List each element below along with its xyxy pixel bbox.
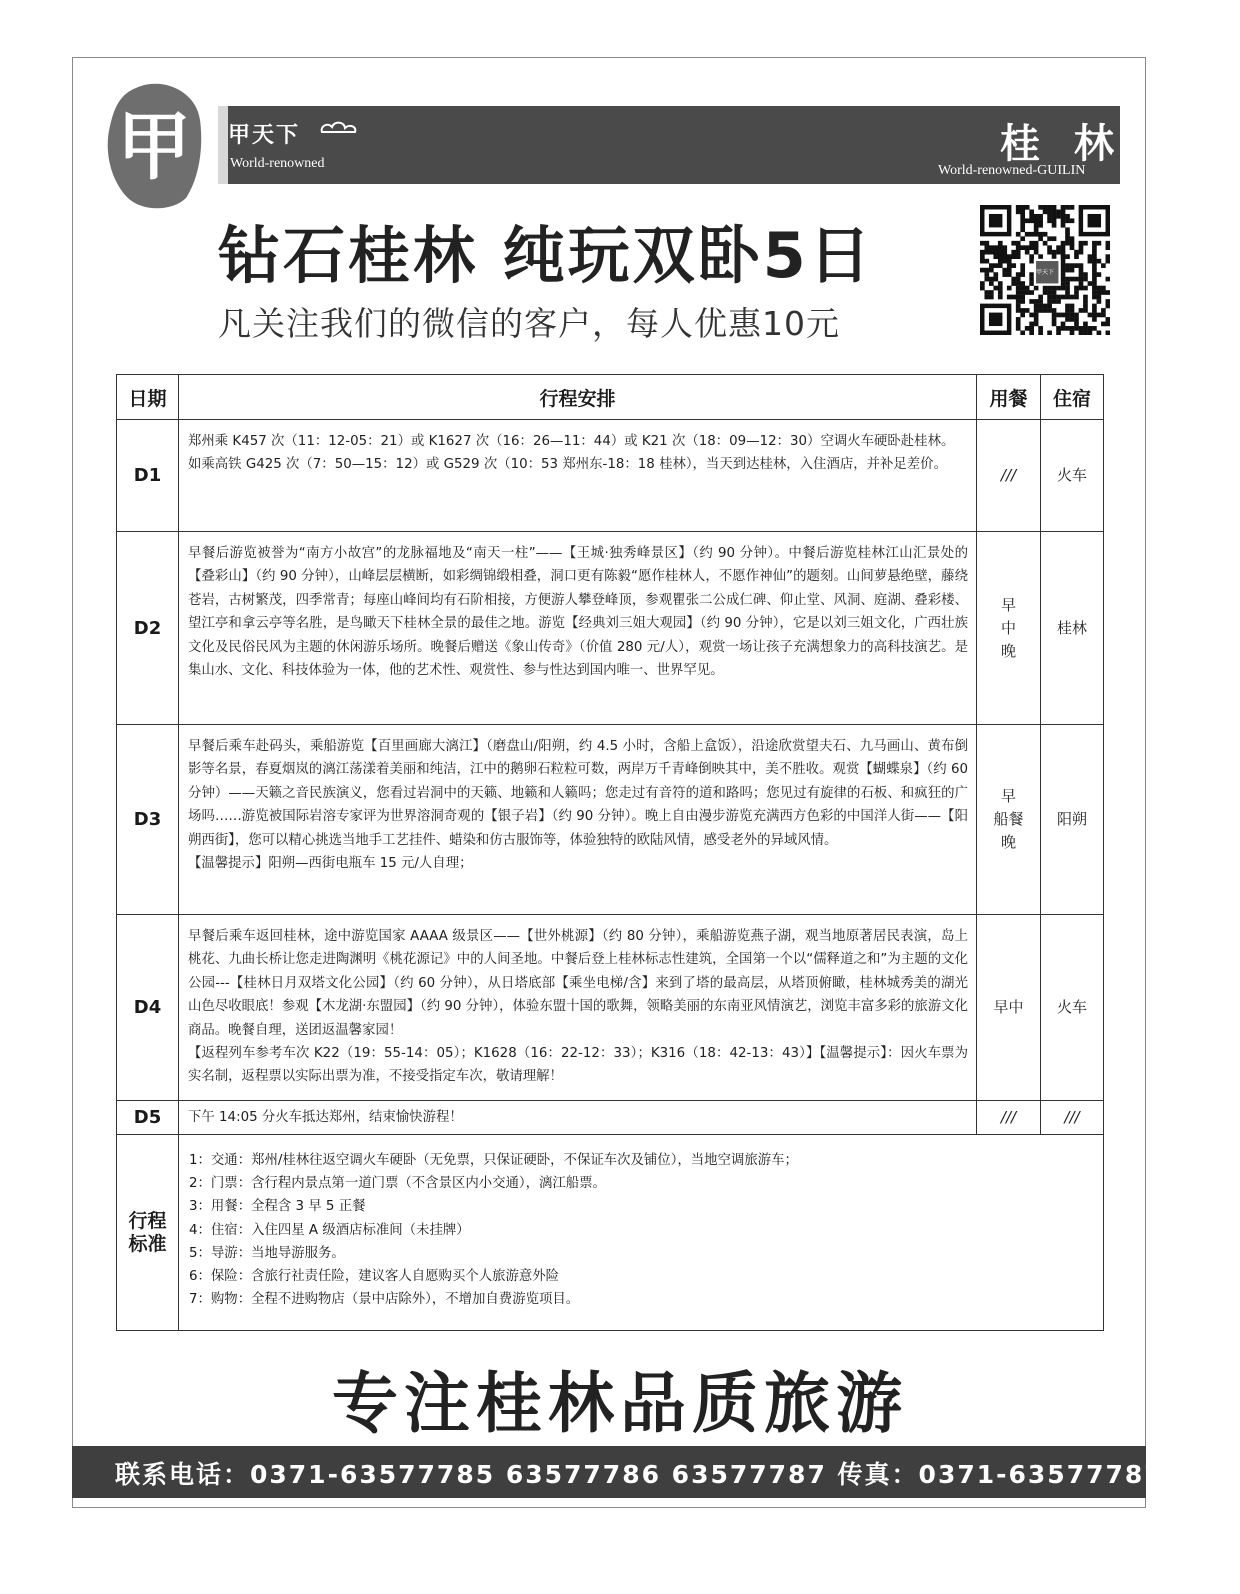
- list-item: 2：门票：含行程内景点第一道门票（不含景区内小交通），漓江船票。: [189, 1176, 606, 1192]
- brand-name: 甲天下: [228, 122, 301, 148]
- qr-center-label: 甲天下: [1035, 269, 1055, 276]
- page-title: 钻石桂林 纯玩双卧5日: [218, 219, 874, 292]
- stay-cell: 阳朔: [1041, 725, 1104, 915]
- standards-label: 行程 标准: [117, 1135, 179, 1331]
- stay-cell: 桂林: [1041, 532, 1104, 725]
- table-row: [117, 915, 1104, 1101]
- brand-tagline: World-renowned: [230, 156, 325, 171]
- description-line: 郑州乘 K457 次（11：12-05：21）或 K1627 次（16：26—11：44）或 K21 次（18：09—12：30）空调火车硬卧赴桂林。: [188, 434, 955, 449]
- meal-cell: 早 船餐 晚: [977, 725, 1041, 915]
- city-tagline: World-renowned-GUILIN: [938, 163, 1086, 178]
- meal-cell: 早 中 晚: [977, 532, 1041, 725]
- meal-cell: ///: [977, 1101, 1041, 1135]
- qr-code-icon: [980, 205, 1110, 335]
- slogan: 专注桂林品质旅游: [332, 1365, 908, 1442]
- list-item: 7：购物：全程不进购物店（景中店除外），不增加自费游览项目。: [189, 1292, 580, 1308]
- day-label: D2: [117, 532, 179, 725]
- stay-cell: 火车: [1041, 420, 1104, 532]
- list-item: 5：导游：当地导游服务。: [189, 1245, 345, 1261]
- description-line: 【返程列车参考车次 K22（19：55-14：05）；K1628（16：22-12：33）；K316（18：42-13：43）】【温馨提示】：因火车票为实名制，返程票以实际出票为准，不接受指定车次，敬请理解！: [188, 1046, 968, 1085]
- table-row: [117, 532, 1104, 725]
- contact-info: 联系电话：0371-63577785 63577786 63577787 传真：0371-63577787: [115, 1460, 1164, 1489]
- description-line: 早餐后游览被誉为“南方小故宫”的龙脉福地及“南天一柱”——【王城·独秀峰景区】（约 90 分钟）。中餐后游览桂林江山汇景处的【叠彩山】（约 90 分钟），山峰层层横断，如彩绸锦缎相叠，洞口更有陈毅“愿作桂林人，不愿作神仙”的题刻。山间萝悬绝壁，藤绕苍岩，古树繁茂，四季常青；每座山峰间均有石阶相接，方便游人攀登峰顶，参观瞿张二公成仁碑、仰止堂、风洞、庭湖、叠彩楼、望江亭和拿云亭等名胜，是鸟瞰天下桂林全景的最佳之地。游览【经典刘三姐大观园】（约 90 分钟），它是以刘三姐文化，广西壮族文化及民俗民风为主题的休闲游乐场所。晚餐后赠送《象山传奇》（价值 280 元/人），观赏一场让孩子充满想象力的高科技演艺。是集山水、文化、科技体验为一体，他的艺术性、观赏性、参与性达到国内唯一、世界罕见。: [188, 546, 968, 679]
- standards-row: [117, 1135, 1104, 1331]
- list-item: 4：住宿：入住四星 A 级酒店标准间（未挂牌）: [189, 1222, 470, 1238]
- description-line: 【温馨提示】阳朔—西街电瓶车 15 元/人自理；: [188, 856, 473, 872]
- table-row: [117, 420, 1104, 532]
- itinerary-table: [116, 374, 1104, 1331]
- description-line: 早餐后乘车赴码头，乘船游览【百里画廊大漓江】（磨盘山/阳朔，约 4.5 小时，含船上盒饭），沿途欣赏望夫石、九马画山、黄布倒影等名景，春夏烟岚的漓江荡漾着美丽和纯洁，江中的鹅卵石粒粒可数，两岸万千青峰倒映其中，美不胜收。观赏【蝴蝶泉】（约 60 分钟）——天籁之音民族演义，您看过岩洞中的天籁、地籁和人籁吗；您走过有音符的道和路吗；您见过有旋律的石板、和疯狂的广场吗……游览被国际岩溶专家评为世界溶洞奇观的【银子岩】（约 90 分钟）。晚上自由漫步游览充满西方色彩的中国洋人街——【阳朔西街】，您可以精心挑选当地手工艺挂件、蜡染和仿古服饰等，体验独特的欧陆风情，感受老外的异域风情。: [188, 739, 968, 848]
- brand-logo: [106, 80, 202, 210]
- day-label: D4: [117, 915, 179, 1101]
- logo-glyph: 甲: [117, 104, 191, 190]
- meal-cell: ///: [977, 420, 1041, 532]
- list-item: 1：交通：郑州/桂林往返空调火车硬卧（无免票，只保证硬卧，不保证车次及铺位），当地空调旅游车；: [189, 1153, 798, 1168]
- col-header-stay: 住宿: [1041, 375, 1104, 420]
- stay-cell: 火车: [1041, 915, 1104, 1101]
- day-description: [179, 915, 977, 1101]
- col-header-meal: 用餐: [977, 375, 1041, 420]
- description-line: 早餐后乘车返回桂林，途中游览国家 AAAA 级景区——【世外桃源】（约 80 分钟），乘船游览燕子湖，观当地原著居民表演，岛上桃花、九曲长桥让您走进陶渊明《桃花源记》中的人间圣地。中餐后登上桂林标志性建筑，全国第一个以“儒释道之和”为主题的文化公园---【桂林日月双塔文化公园】（约 60 分钟），从日塔底部【乘坐电梯/含】来到了塔的最高层，从塔顶俯瞰，桂林城秀美的湖光山色尽收眼底！参观【木龙湖·东盟园】（约 90 分钟），体验东盟十国的歌舞，领略美丽的东南亚风情演艺，浏览丰富多彩的旅游文化商品。晚餐自理，送团返温馨家园！: [188, 929, 968, 1038]
- meal-cell: 早中: [977, 915, 1041, 1101]
- day-description: [179, 1101, 977, 1135]
- day-description: [179, 532, 977, 725]
- page-subtitle: 凡关注我们的微信的客户，每人优惠10元: [218, 304, 840, 343]
- day-description: [179, 725, 977, 915]
- day-label: D3: [117, 725, 179, 915]
- stay-cell: ///: [1041, 1101, 1104, 1135]
- col-header-plan: 行程安排: [179, 375, 977, 420]
- description-line: 如乘高铁 G425 次（7：50—15：12）或 G529 次（10：53 郑州东-18：18 桂林），当天到达桂林，入住酒店，并补足差价。: [188, 457, 947, 473]
- description-line: 下午 14:05 分火车抵达郑州，结束愉快游程！: [188, 1110, 463, 1125]
- table-header-row: [117, 375, 1104, 420]
- col-header-date: 日期: [117, 375, 179, 420]
- day-description: [179, 420, 977, 532]
- city-name: 桂 林: [1000, 120, 1124, 167]
- list-item: 3：用餐：全程含 3 早 5 正餐: [189, 1199, 366, 1215]
- day-label: D1: [117, 420, 179, 532]
- cloud-ornament-icon: [318, 118, 360, 138]
- standards-list: [179, 1135, 1104, 1331]
- list-item: 6：保险：含旅行社责任险，建议客人自愿购买个人旅游意外险: [189, 1269, 560, 1285]
- table-row: [117, 1101, 1104, 1135]
- day-label: D5: [117, 1101, 179, 1135]
- table-row: [117, 725, 1104, 915]
